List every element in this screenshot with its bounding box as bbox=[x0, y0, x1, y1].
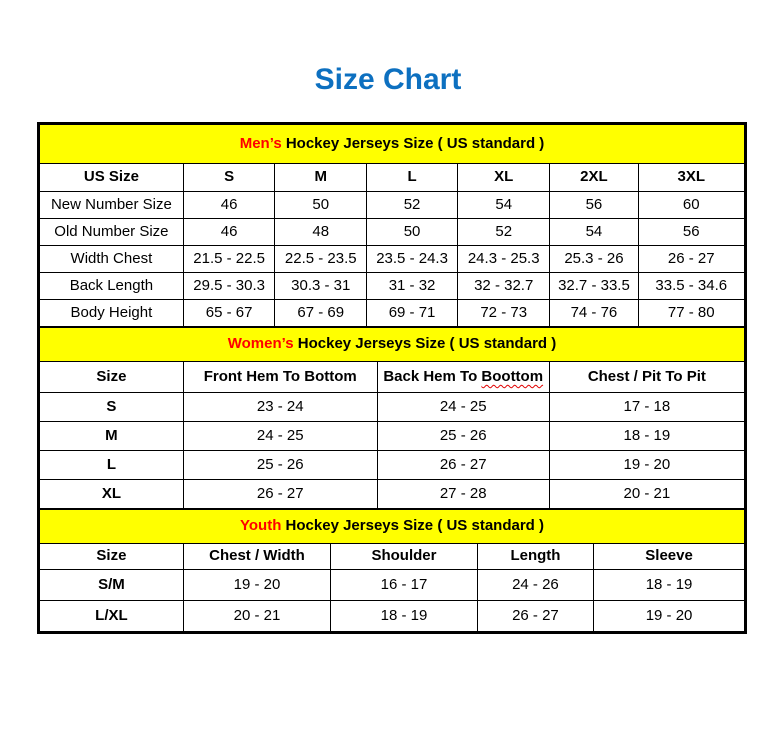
youth-size-table bbox=[39, 509, 745, 632]
row-label: M bbox=[40, 422, 184, 451]
row-label: Back Length bbox=[40, 273, 184, 300]
mens-section-title-text: Hockey Jerseys Size ( US standard ) bbox=[281, 134, 545, 152]
data-cell: 22.5 - 23.5 bbox=[275, 246, 367, 273]
youth-col-header-1: Chest / Width bbox=[183, 544, 330, 570]
data-cell: 56 bbox=[550, 192, 638, 219]
youth-banner-row bbox=[40, 510, 745, 544]
womens-banner-row bbox=[40, 328, 745, 362]
womens-col-header-1: Front Hem To Bottom bbox=[183, 362, 377, 393]
youth-col-header-3: Length bbox=[477, 544, 593, 570]
data-cell: 18 - 19 bbox=[331, 601, 478, 632]
data-cell: 26 - 27 bbox=[183, 480, 377, 509]
data-cell: 18 - 19 bbox=[594, 570, 745, 601]
row-label: S bbox=[40, 393, 184, 422]
mens-row-width-chest bbox=[40, 246, 745, 273]
data-cell: 25 - 26 bbox=[377, 422, 549, 451]
womens-row-l bbox=[40, 451, 745, 480]
data-cell: 20 - 21 bbox=[549, 480, 744, 509]
data-cell: 19 - 20 bbox=[183, 570, 330, 601]
data-cell: 32.7 - 33.5 bbox=[550, 273, 638, 300]
data-cell: 54 bbox=[458, 192, 550, 219]
youth-section-title-text: Hockey Jerseys Size ( US standard ) bbox=[281, 517, 544, 535]
youth-section-title bbox=[40, 510, 745, 544]
data-cell: 33.5 - 34.6 bbox=[638, 273, 745, 300]
data-cell: 24 - 25 bbox=[377, 393, 549, 422]
data-cell: 60 bbox=[638, 192, 745, 219]
data-cell: 54 bbox=[550, 219, 638, 246]
youth-col-header-4: Sleeve bbox=[594, 544, 745, 570]
mens-col-header-4: XL bbox=[458, 164, 550, 192]
data-cell: 20 - 21 bbox=[183, 601, 330, 632]
womens-section-title-accent: Women’s bbox=[227, 335, 294, 353]
mens-col-header-6: 3XL bbox=[638, 164, 745, 192]
youth-col-header-0: Size bbox=[40, 544, 184, 570]
data-cell: 52 bbox=[367, 192, 458, 219]
data-cell: 48 bbox=[275, 219, 367, 246]
womens-col-header-0: Size bbox=[40, 362, 184, 393]
mens-row-back-length bbox=[40, 273, 745, 300]
page-title: Size Chart bbox=[314, 63, 462, 96]
data-cell: 29.5 - 30.3 bbox=[183, 273, 275, 300]
mens-banner-row bbox=[40, 125, 745, 164]
mens-col-header-0: US Size bbox=[40, 164, 184, 192]
data-cell: 26 - 27 bbox=[638, 246, 745, 273]
mens-size-table bbox=[39, 124, 745, 327]
data-cell: 24.3 - 25.3 bbox=[458, 246, 550, 273]
youth-row-l-xl bbox=[40, 601, 745, 632]
mens-row-body-height bbox=[40, 300, 745, 327]
youth-header-row bbox=[40, 544, 745, 570]
data-cell: 18 - 19 bbox=[549, 422, 744, 451]
womens-col-header-2: Back Hem To Boottom bbox=[377, 362, 549, 393]
mens-row-old-number-size bbox=[40, 219, 745, 246]
data-cell: 30.3 - 31 bbox=[275, 273, 367, 300]
youth-section-title-accent: Youth bbox=[240, 517, 282, 535]
data-cell: 50 bbox=[367, 219, 458, 246]
data-cell: 17 - 18 bbox=[549, 393, 744, 422]
data-cell: 23.5 - 24.3 bbox=[367, 246, 458, 273]
data-cell: 65 - 67 bbox=[183, 300, 275, 327]
size-chart-page bbox=[0, 62, 776, 634]
data-cell: 19 - 20 bbox=[594, 601, 745, 632]
data-cell: 24 - 26 bbox=[477, 570, 593, 601]
row-label: XL bbox=[40, 480, 184, 509]
womens-header-row bbox=[40, 362, 745, 393]
womens-row-xl bbox=[40, 480, 745, 509]
row-label: L bbox=[40, 451, 184, 480]
row-label: Body Height bbox=[40, 300, 184, 327]
data-cell: 25.3 - 26 bbox=[550, 246, 638, 273]
data-cell: 46 bbox=[183, 192, 275, 219]
mens-col-header-3: L bbox=[367, 164, 458, 192]
data-cell: 26 - 27 bbox=[377, 451, 549, 480]
data-cell: 27 - 28 bbox=[377, 480, 549, 509]
data-cell: 74 - 76 bbox=[550, 300, 638, 327]
size-chart-tables bbox=[37, 122, 747, 634]
womens-col-header-3: Chest / Pit To Pit bbox=[549, 362, 744, 393]
womens-row-s bbox=[40, 393, 745, 422]
data-cell: 72 - 73 bbox=[458, 300, 550, 327]
womens-size-table bbox=[39, 327, 745, 509]
womens-section-title-text: Hockey Jerseys Size ( US standard ) bbox=[293, 335, 557, 353]
youth-row-s-m bbox=[40, 570, 745, 601]
data-cell: 16 - 17 bbox=[331, 570, 478, 601]
womens-row-m bbox=[40, 422, 745, 451]
womens-section-title bbox=[40, 328, 745, 362]
mens-section-title bbox=[40, 125, 745, 164]
data-cell: 46 bbox=[183, 219, 275, 246]
misspelled-word: Boottom bbox=[481, 367, 544, 385]
row-label: New Number Size bbox=[40, 192, 184, 219]
data-cell: 50 bbox=[275, 192, 367, 219]
data-cell: 77 - 80 bbox=[638, 300, 745, 327]
data-cell: 24 - 25 bbox=[183, 422, 377, 451]
row-label: S/M bbox=[40, 570, 184, 601]
data-cell: 31 - 32 bbox=[367, 273, 458, 300]
data-cell: 67 - 69 bbox=[275, 300, 367, 327]
row-label: Old Number Size bbox=[40, 219, 184, 246]
data-cell: 19 - 20 bbox=[549, 451, 744, 480]
mens-header-row bbox=[40, 164, 745, 192]
data-cell: 32 - 32.7 bbox=[458, 273, 550, 300]
data-cell: 23 - 24 bbox=[183, 393, 377, 422]
data-cell: 21.5 - 22.5 bbox=[183, 246, 275, 273]
mens-row-new-number-size bbox=[40, 192, 745, 219]
data-cell: 26 - 27 bbox=[477, 601, 593, 632]
data-cell: 69 - 71 bbox=[367, 300, 458, 327]
youth-col-header-2: Shoulder bbox=[331, 544, 478, 570]
data-cell: 25 - 26 bbox=[183, 451, 377, 480]
row-label: L/XL bbox=[40, 601, 184, 632]
data-cell: 52 bbox=[458, 219, 550, 246]
mens-col-header-5: 2XL bbox=[550, 164, 638, 192]
row-label: Width Chest bbox=[40, 246, 184, 273]
mens-col-header-2: M bbox=[275, 164, 367, 192]
data-cell: 56 bbox=[638, 219, 745, 246]
mens-col-header-1: S bbox=[183, 164, 275, 192]
mens-section-title-accent: Men’s bbox=[239, 134, 282, 152]
